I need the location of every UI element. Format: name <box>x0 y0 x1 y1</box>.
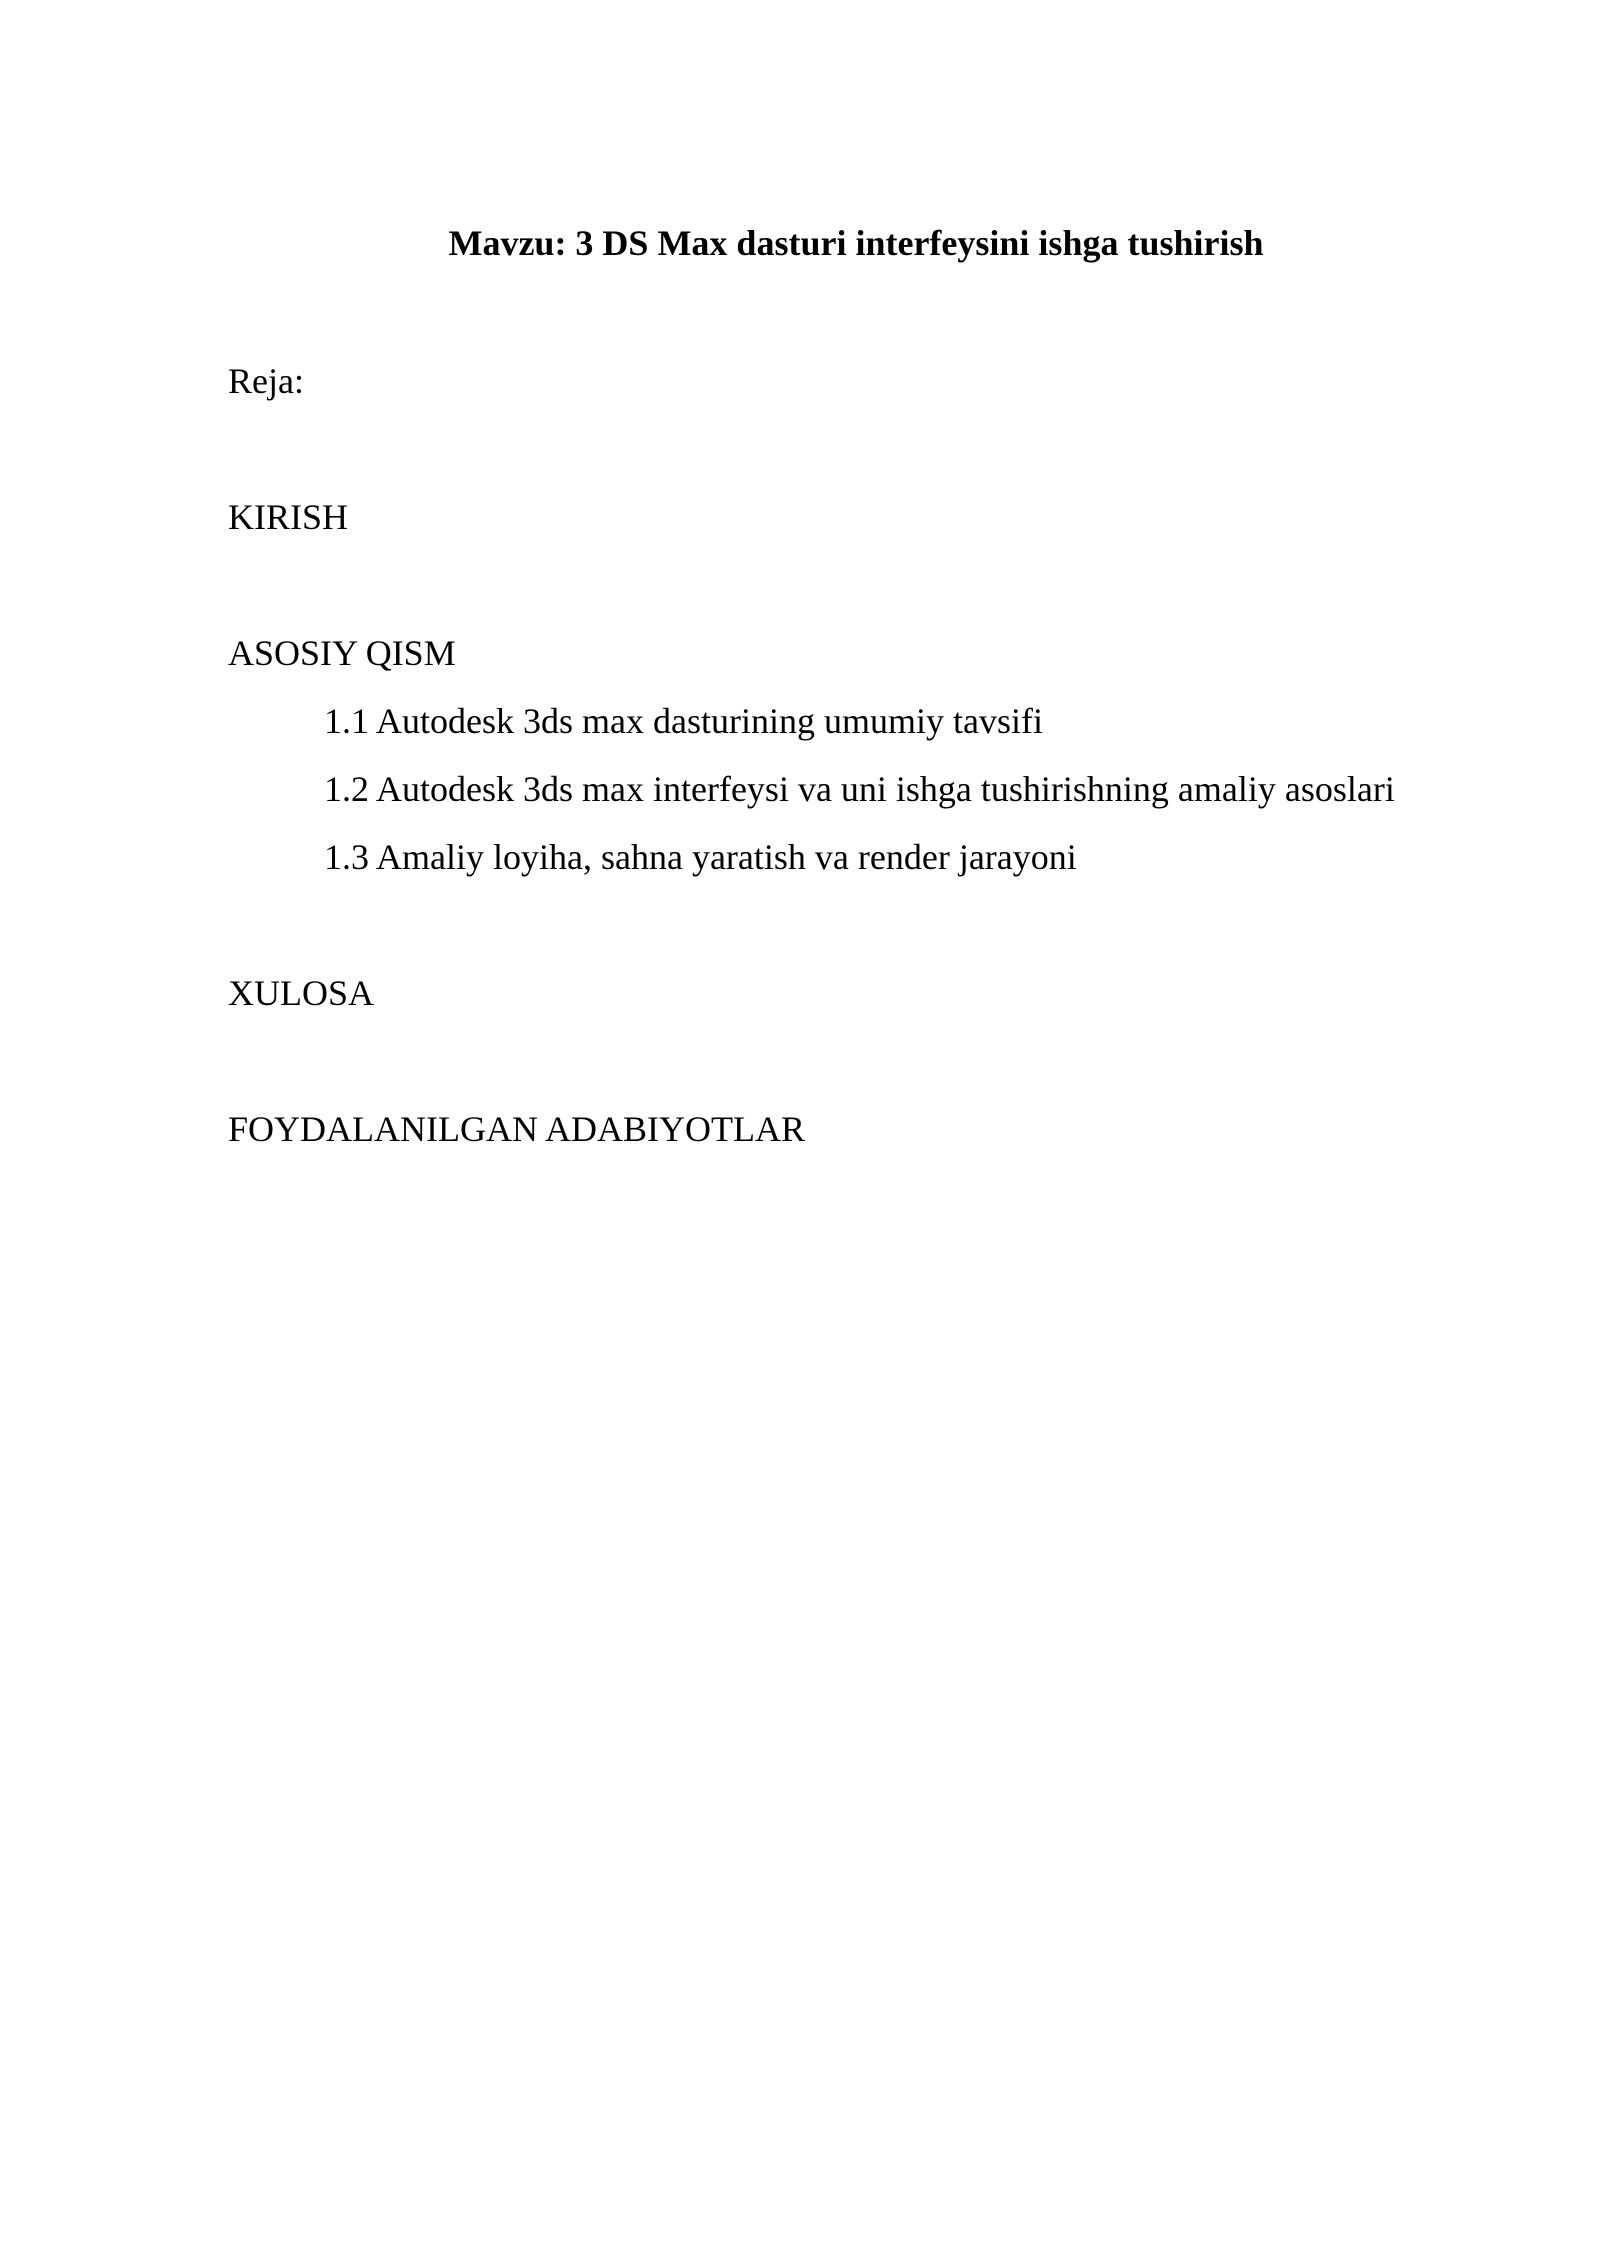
section-main: ASOSIY QISM <box>228 633 456 673</box>
plan-label: Reja: <box>228 361 304 401</box>
document-title: Mavzu: 3 DS Max dasturi interfeysini ishga tushirish <box>448 223 1264 263</box>
subsection-item: 1.2 Autodesk 3ds max interfeysi va uni ishga tushirishning amaliy asoslari <box>324 769 1395 809</box>
subsection-item: 1.1 Autodesk 3ds max dasturining umumiy tavsifi <box>324 701 1043 741</box>
subsection-item: 1.3 Amaliy loyiha, sahna yaratish va render jarayoni <box>324 837 1077 877</box>
section-conclusion: XULOSA <box>228 973 375 1013</box>
section-references: FOYDALANILGAN ADABIYOTLAR <box>228 1109 805 1149</box>
section-intro: KIRISH <box>228 497 349 537</box>
